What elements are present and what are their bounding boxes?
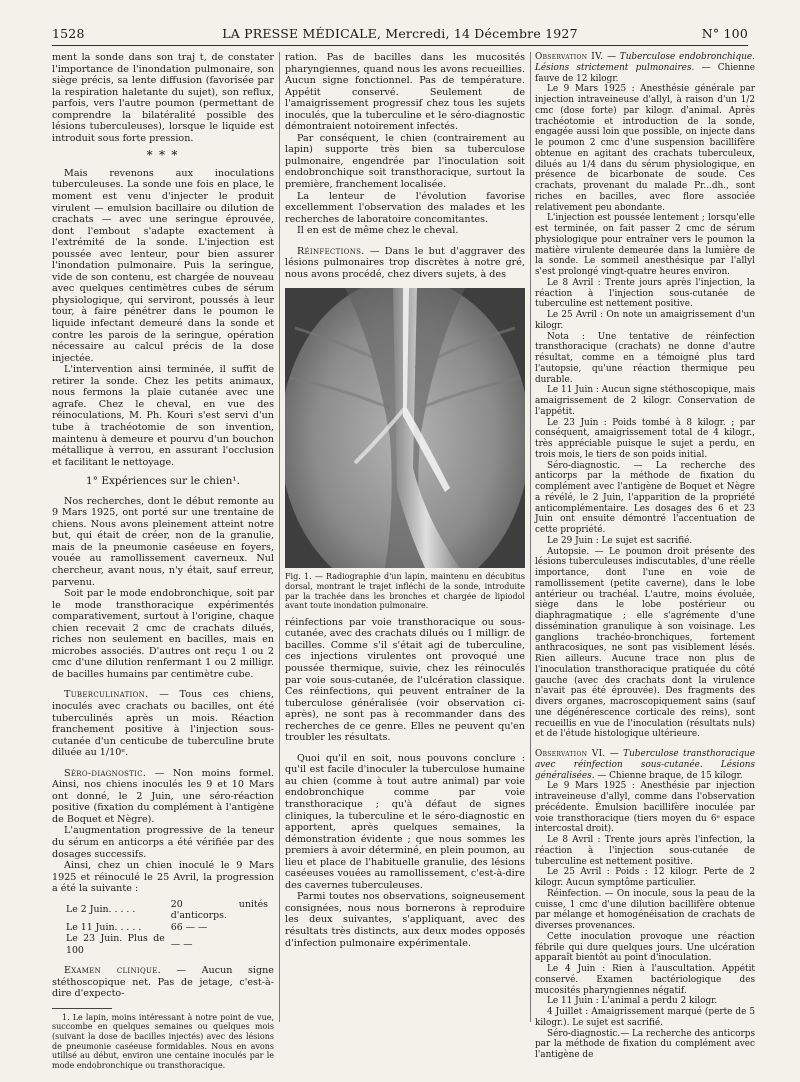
journal-title: LA PRESSE MÉDICALE, Mercredi, 14 Décembre 1927 bbox=[222, 26, 578, 41]
paragraph: Le 9 Mars 1925 : Anesthésie générale par injection intraveineuse d'allyl, à raison d'un 1/2 cmc (dose forte) par kilogr. d'animal. Après trachéotomie et introduction de la sonde, engagée aussi loin que possible, on injecte dans le poumon 2 cmc d'une suspension bacillifère obtenue en agitant des crachats tuberculeux, dilués au 1/4 dans du sérum physiologique, en présence de bicarbonate de soude. Ces crachats, provenant du malade Pr...dh., sont riches en bacilles, avec flore associée relativement peu abondante. bbox=[535, 84, 755, 213]
header-rule bbox=[52, 45, 748, 46]
observation-title: — Tuberculose transthoracique avec réinfection sous-cutanée. Lésions généralisées. bbox=[535, 749, 756, 781]
antibody-table bbox=[66, 899, 274, 957]
paragraph: Séro-diagnostic.— La recherche des anticorps par la méthode de fixation du complément avec l'antigène de bbox=[535, 1028, 755, 1060]
column-1 bbox=[52, 52, 274, 1070]
paragraph: Séro-diagnostic. — La recherche des anticorps par la méthode de fixation du complément avec l'antigène de Boquet et Nègre a révélé, le 2 Juin, l'apparition de la propriété anticomplémentaire. Les dosages des 6 et 23 Juin ont ensuite démontré l'accentuation de cette propriété. bbox=[535, 460, 755, 535]
paragraph: Nos recherches, dont le début remonte au 9 Mars 1925, ont porté sur une trentaine de chiens. Nous avons pleinement atteint notre but, qui était de créer, non de la granulie, mais de la pneumonie caséeuse en foyers, vouée au ramollissement caverneux. Nul chercheur, avant nous, n'y était, sauf erreur, parvenu. bbox=[52, 495, 274, 588]
paragraph bbox=[52, 768, 274, 826]
table-cell: Le 2 Juin. . . . . bbox=[66, 904, 136, 916]
paragraph: Le 8 Avril : Trente jours après l'infection, la réaction à l'injection sous-cutanée de tuberculine est nettement positive. bbox=[535, 835, 755, 867]
paragraph: L'injection est poussée lentement ; lorsqu'elle est terminée, on fait passer 2 cmc de sérum physiologique pour entraîner vers le poumon la matière virulente demeurée dans la lumière de la sonde. Le sommeil anesthésique par l'allyl s'est prolongé vingt-quatre heures environ. bbox=[535, 213, 755, 277]
section-heading: 1° Expériences sur le chien¹. bbox=[86, 475, 240, 488]
paragraph: Nota : Une tentative de réinfection transthoracique (crachats) ne donne d'autre résultat, comme en a témoigné plus tard l'autopsie, qu'une réaction thermique peu durable. bbox=[535, 331, 755, 385]
run-in-heading: Séro-diagnostic. bbox=[64, 767, 147, 779]
paragraph: 4 Juillet : Amaigrissement marqué (perte de 5 kilogr.). Le sujet est sacrifié. bbox=[535, 1007, 755, 1028]
table-row bbox=[66, 922, 274, 934]
paragraph-text: — Dans le but d'aggraver des lésions pulmonaires trop discrètes à notre gré, nous avons procédé, chez divers sujets, à des bbox=[285, 245, 525, 280]
paragraph: Le 4 Juin : Rien à l'auscultation. Appétit conservé. Examen bactériologique des mucosités pharyngiennes négatif. bbox=[535, 964, 755, 996]
paragraph: Autopsie. — Le poumon droit présente des lésions tuberculeuses indiscutables, d'une réelle importance, dont l'une en voie de ramollissement (petite caverne), dans le lobe antérieur ou trachéal. L'autre, moins évoluée, siège dans le lobe postérieur ou diaphragmatique ; elle s'agrémente d'une dissémination granulique à son voisinage. Les ganglions trachéo-bronchiques, fortement anthracosiques, ne sont pas visiblement lésés. Rien ailleurs. Aucune trace non plus de l'inoculation transthoracique pratiquée du côté gauche (avec des crachats dont la virulence n'avait pas été éprouvée). Des fragments des divers organes, macroscopiquement sains (sauf une dégénérescence corticale des reins), sont recueillis en vue de l'inoculation (résultats nuls) et de l'étude histologique ultérieure. bbox=[535, 546, 755, 740]
table-cell: Le 23 Juin. Plus de 100 bbox=[66, 933, 165, 956]
radiograph-figure bbox=[285, 288, 525, 568]
paragraph bbox=[285, 246, 525, 281]
paragraph bbox=[52, 965, 274, 1000]
issue-number: N° 100 bbox=[701, 26, 748, 41]
paragraph: Par conséquent, le chien (contrairement au lapin) supporte très bien sa tuberculose pulmonaire, engendrée par l'inoculation soit endobronchique soit transthoracique, surtout la première, franchement localisée. bbox=[285, 132, 525, 191]
section-separator: * * * bbox=[146, 148, 180, 163]
column-3 bbox=[535, 52, 755, 1061]
paragraph: Mais revenons aux inoculations tuberculeuses. La sonde une fois en place, le moment est venu d'injecter le produit virulent — emulsion bacillaire ou dilution de crachats — avec une seringue éprouvée, dont l'embout s'adapte exactement à l'extrémité de la sonde. L'injection est poussée avec lenteur, pour bien assurer l'inondation pulmonaire. Puis la seringue, vide de son contenu, est chargée de nouveau avec quelques centimètres cubes de sérum physiologique, qui serviront, poussés à leur tour, à faire pénétrer dans le poumon le liquide infectant demeuré dans la sonde et contre les parois de la seringue, opération nécessaire au calcul précis de la dose injectée. bbox=[52, 167, 274, 364]
paragraph: La lenteur de l'évolution favorise excellemment l'observation des malades et les recherches de laboratoire concomitantes. bbox=[285, 190, 525, 225]
table-cell: — — bbox=[170, 938, 193, 950]
table-row bbox=[66, 933, 274, 956]
paragraph: Il en est de même chez le cheval. bbox=[297, 225, 459, 237]
column-divider bbox=[279, 52, 280, 1022]
paragraph-text: — Non moins formel. Ainsi, nos chiens inoculés les 9 et 10 Mars ont donné, le 2 Juin, une séro-réaction positive (fixation du complément à l'antigène de Boquet et Nègre). bbox=[52, 767, 274, 825]
paragraph: Le 25 Avril : Poids : 12 kilogr. Perte de 2 kilogr. Aucun symptôme particulier. bbox=[535, 867, 755, 888]
paragraph bbox=[52, 689, 274, 758]
paragraph: Le 11 Juin : Aucun signe stéthoscopique, mais amaigrissement de 2 kilogr. Conservation de l'appétit. bbox=[535, 385, 755, 417]
table-cell: 66 — — bbox=[170, 921, 208, 933]
observation-subject: — Chienne braque, de 15 kilogr. bbox=[594, 770, 743, 781]
paragraph: Le 11 Juin : L'animal a perdu 2 kilogr. bbox=[547, 996, 718, 1007]
paragraph: ration. Pas de bacilles dans les mucosités pharyngiennes, quand nous les avons recueillies. Aucun signe fonctionnel. Pas de température. Appétit conservé. Seulement de l'amaigrissement progressif chez tous les sujets inoculés, que la tuberculine et le séro-diagnostic démontraient notoirement infectés. bbox=[285, 52, 525, 133]
paragraph: Ainsi, chez un chien inoculé le 9 Mars 1925 et réinoculé le 25 Avril, la progression a été la suivante : bbox=[52, 860, 274, 895]
observation-heading bbox=[535, 52, 755, 84]
paragraph: Quoi qu'il en soit, nous pouvons conclure : qu'il est facile d'inoculer la tuberculose humaine au chien (comme à tout autre animal) par voie endobronchique comme par voie transthoracique ; qu'à défaut de signes cliniques, la tuberculine et le séro-diagnostic en apportent, après quelques semaines, la démonstration évidente ; que nous sommes les premiers à avoir déterminé, en plein poumon, au lieu et place de l'habituelle granulie, des lésions caséeuses vouées au ramollissement, c'est-à-dire des cavernes tuberculeuses. bbox=[285, 752, 525, 891]
observation-subject: — Chienne fauve de 12 kilogr. bbox=[535, 62, 755, 84]
run-in-heading: Observation IV. bbox=[535, 52, 604, 62]
paragraph: réinfections par voie transthoracique ou sous-cutanée, avec des crachats dilués ou 1 milligr. de bacilles. Comme s'il s'était agi de tuberculine, ces injections virulentes ont provoqué une poussée thermique, suivie, chez les réinoculés par voie sous-cutanée, de l'ulcération classique. Ces réinfections, qui peuvent entraîner de la tuberculose généralisée (voir observation ci-après), ne sont pas à recommander dans des recherches de ce genre. Elles ne peuvent qu'en troubler les résultats. bbox=[285, 616, 525, 744]
table-row bbox=[66, 899, 274, 922]
paragraph: ment la sonde dans son traj t, de constater l'importance de l'inondation pulmonaire, son siège précis, sa lente diffusion (favorisée par la respiration haletante du sujet), son reflux, parfois, vers l'autre poumon (permettant de comprendre la bilatéralité possible des lésions tuberculeuses), lorsque le liquide est introduit sous forte pression. bbox=[52, 52, 274, 144]
paragraph: Le 9 Mars 1925 : Anesthésie par injection intraveineuse d'allyl, comme dans l'observation précédente. Émulsion bacillifère inoculée par voie transthoracique (tiers moyen du 6ᵉ espace intercostal droit). bbox=[535, 781, 755, 835]
column-2 bbox=[285, 52, 525, 949]
column-divider bbox=[530, 52, 531, 1022]
paragraph: Le 23 Juin : Poids tombé à 8 kilogr. ; par conséquent, amaigrissement total de 4 kilogr., très appréciable puisque le sujet a perdu, en trois mois, le tiers de son poids initial. bbox=[535, 417, 755, 460]
table-cell: Le 11 Juin. . . . . bbox=[66, 921, 142, 933]
observation-heading bbox=[535, 749, 755, 781]
footnote: 1. Le lapin, moins intéressant à notre point de vue, succombe en quelques semaines ou quelques mois (suivant la dose de bacilles injectés) avec des lésions de pneumonie caséeuse formidables. Nous en avons utilisé au début, environ une centaine inoculés par le mode endobronchique ou transthoracique. bbox=[52, 1012, 274, 1070]
paragraph: L'intervention ainsi terminée, il suffit de retirer la sonde. Chez les petits animaux, nous fermons la plaie cutanée avec une agrafe. Chez le cheval, en vue des réinoculations, M. Ph. Kouri s'est servi d'un tube à trachéotomie de son invention, maintenu à demeure et pourvu d'un bouchon métallique à verrou, en assurant l'occlusion et facilitant le nettoyage. bbox=[52, 364, 274, 468]
footnote-rule bbox=[52, 1008, 112, 1009]
observation-title: — Tuberculose endobronchique. Lésions strictement pulmonaires. bbox=[535, 52, 755, 73]
paragraph: Parmi toutes nos observations, soigneusement consignées, nous nous bornerons à reproduire les deux suivantes, s'appliquant, avec des résultats très distincts, aux deux modes opposés d'infection pulmonaire expérimentale. bbox=[285, 891, 525, 949]
table-cell: 20 unités d'anticorps. bbox=[170, 898, 268, 922]
paragraph: Le 8 Avril : Trente jours après l'injection, la réaction à l'injection sous-cutanée de tuberculine est nettement positive. bbox=[535, 277, 755, 310]
run-in-heading: Observation VI. bbox=[535, 749, 606, 759]
paragraph: Cette inoculation provoque une réaction fébrile qui dure quelques jours. Une ulcération apparaît bientôt au point d'inoculation. bbox=[535, 931, 755, 964]
run-in-heading: Examen clinique. bbox=[64, 965, 161, 977]
figure-caption: Fig. 1. — Radiographie d'un lapin, maintenu en décubitus dorsal, montrant le trajet infléchi de la sonde, introduite par la trachée dans les bronches et chargée de lipiodol avant toute inondation pulmonaire. bbox=[285, 572, 525, 611]
paragraph: Réinfection. — On inocule, sous la peau de la cuisse, 1 cmc d'une dilution bacillifère obtenue par mélange et homogénéisation de crachats de diverses provenances. bbox=[535, 888, 755, 931]
running-head bbox=[52, 26, 748, 42]
radiograph-image bbox=[285, 288, 525, 568]
paragraph-text: — Tous ces chiens, inoculés avec crachats ou bacilles, ont été tuberculinés après un mois. Réaction franchement positive à l'injection sous-cutanée d'un centicube de tuberculine brute diluée au 1/10ᵉ. bbox=[52, 689, 274, 759]
page-number: 1528 bbox=[52, 26, 85, 41]
paragraph-text: — Aucun signe stéthoscopique net. Pas de jetage, c'est-à-dire d'expecto- bbox=[52, 965, 274, 1000]
run-in-heading: Tuberculination. bbox=[64, 689, 149, 701]
run-in-heading: Réinfections. bbox=[297, 245, 365, 257]
paragraph: L'augmentation progressive de la teneur du sérum en anticorps a été vérifiée par des dosages successifs. bbox=[52, 825, 274, 860]
paragraph: Soit par le mode endobronchique, soit par le mode transthoracique expérimentés comparativement, surtout à l'origine, chaque chien recevait 2 cmc de crachats dilués, riches non seulement en bacilles, mais en microbes associés. D'autres ont reçu 1 ou 2 cmc d'une dilution renfermant 1 ou 2 milligr. de bacilles humains par centimètre cube. bbox=[52, 588, 274, 680]
paragraph: Le 29 Juin : Le sujet est sacrifié. bbox=[547, 535, 693, 546]
paragraph: Le 25 Avril : On note un amaigrissement d'un kilogr. bbox=[535, 310, 755, 331]
